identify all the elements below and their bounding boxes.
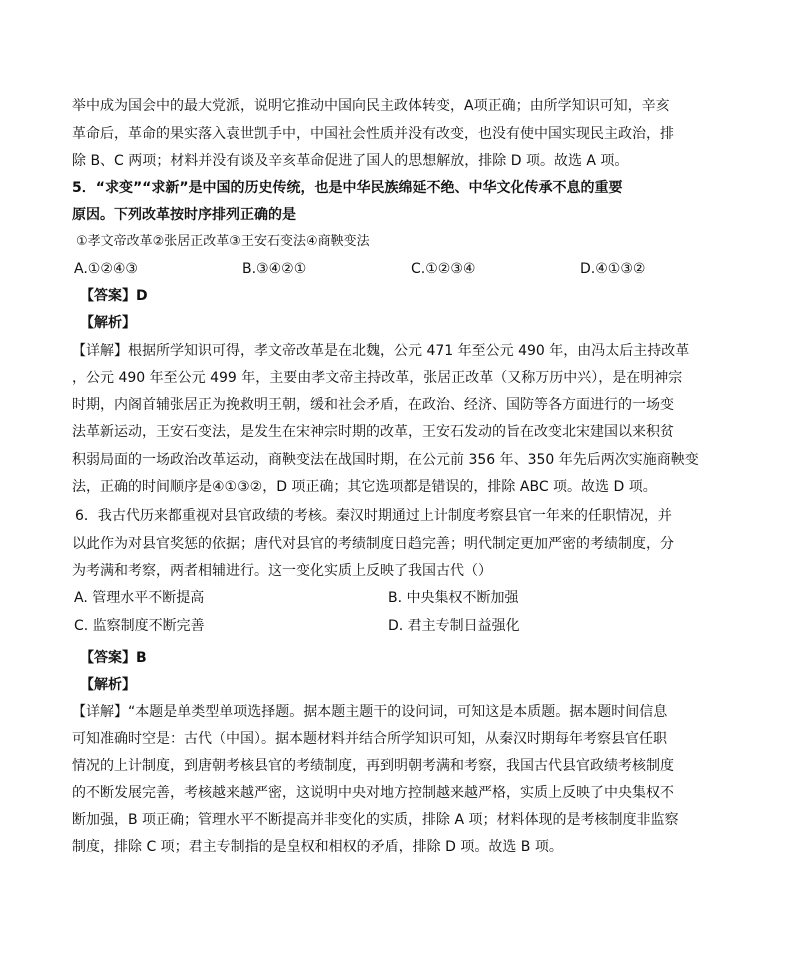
detail-line: 的不断发展完善，考核越来越严密，这说明中央对地方控制越来越严格，实质上反映了中央集权不 (72, 785, 674, 801)
detail-line: 【详解】根据所学知识可得，孝文帝改革是在北魏，公元 471 年至公元 490 年，由冯太后主持改革 (72, 343, 690, 359)
question-6-stem: 为考满和考察，两者相辅进行。这一变化实质上反映了我国古代（） (72, 563, 492, 579)
option-d: D. 君主专制日益强化 (388, 618, 520, 634)
question-6-stem: 6．我古代历来都重视对县官政绩的考核。秦汉时期通过上计制度考察县官一年来的任职情况，并 (75, 508, 672, 524)
option-c: C. 监察制度不断完善 (74, 618, 205, 634)
question-5-stem: 5．“求变”“求新”是中国的历史传统，也是中华民族绵延不绝、中华文化传承不息的重要 (72, 180, 623, 196)
question-5-stem: 原因。下列改革按时序排列正确的是 (72, 207, 296, 223)
answer-label: 【答案】D (80, 288, 148, 304)
detail-line: ，公元 490 年至公元 499 年，主要由孝文帝主持改革，张居正改革（又称万历中兴），是在明神宗 (72, 370, 683, 386)
text-line: 除 B、C 两项；材料并没有谈及辛亥革命促进了国人的思想解放，排除 D 项。故选 A 项。 (72, 153, 629, 169)
detail-line: 法，正确的时间顺序是④①③②，D 项正确；其它选项都是错误的，排除 ABC 项。故选 D 项。 (72, 479, 657, 495)
detail-line: 制度，排除 C 项；君主专制指的是皇权和相权的矛盾，排除 D 项。故选 B 项。 (72, 839, 563, 855)
option-a: A.①②④③ (74, 261, 138, 277)
option-b: B. 中央集权不断加强 (388, 590, 519, 606)
detail-line: 法革新运动，王安石变法，是发生在宋神宗时期的改革，王安石发动的旨在改变北宋建国以来积贫 (72, 424, 674, 440)
text-line: 举中成为国会中的最大党派，说明它推动中国向民主政体转变，A项正确；由所学知识可知，辛亥 (72, 98, 670, 114)
option-c: C.①②③④ (411, 261, 476, 277)
detail-line: 断加强，B 项正确；管理水平不断提高并非变化的实质，排除 A 项；材料体现的是考核制度非监察 (72, 812, 679, 828)
option-d: D.④①③② (580, 261, 646, 277)
answer-label: 【答案】B (80, 650, 147, 666)
analysis-label: 【解析】 (80, 677, 136, 693)
detail-line: 时期，内阁首辅张居正为挽救明王朝，缓和社会矛盾，在政治、经济、国防等各方面进行的一场变 (72, 397, 674, 413)
question-5-items: ①孝文帝改革②张居正改革③王安石变法④商鞅变法 (76, 234, 370, 249)
analysis-label: 【解析】 (80, 315, 136, 331)
text-line: 革命后，革命的果实落入袁世凯手中，中国社会性质并没有改变，也没有使中国实现民主政治，排 (72, 126, 674, 142)
option-a: A. 管理水平不断提高 (74, 590, 205, 606)
detail-line: 情况的上计制度，到唐朝考核县官的考绩制度，再到明朝考满和考察，我国古代县官政绩考核制度 (72, 758, 674, 774)
detail-line: 可知准确时空是：古代（中国）。据本题材料并结合所学知识可知，从秦汉时期每年考察县官任职 (72, 731, 667, 747)
detail-line: 积弱局面的一场政治改革运动，商鞅变法在战国时期，在公元前 356 年、350 年先后两次实施商鞅变 (72, 452, 699, 468)
detail-line: 【详解】“本题是单类型单项选择题。据本题主题干的设问词，可知这是本质题。据本题时间信息 (72, 704, 668, 720)
question-6-stem: 以此作为对县官奖惩的依据；唐代对县官的考绩制度日趋完善；明代制定更加严密的考绩制度，分 (72, 536, 674, 552)
option-b: B.③④②① (242, 261, 307, 277)
